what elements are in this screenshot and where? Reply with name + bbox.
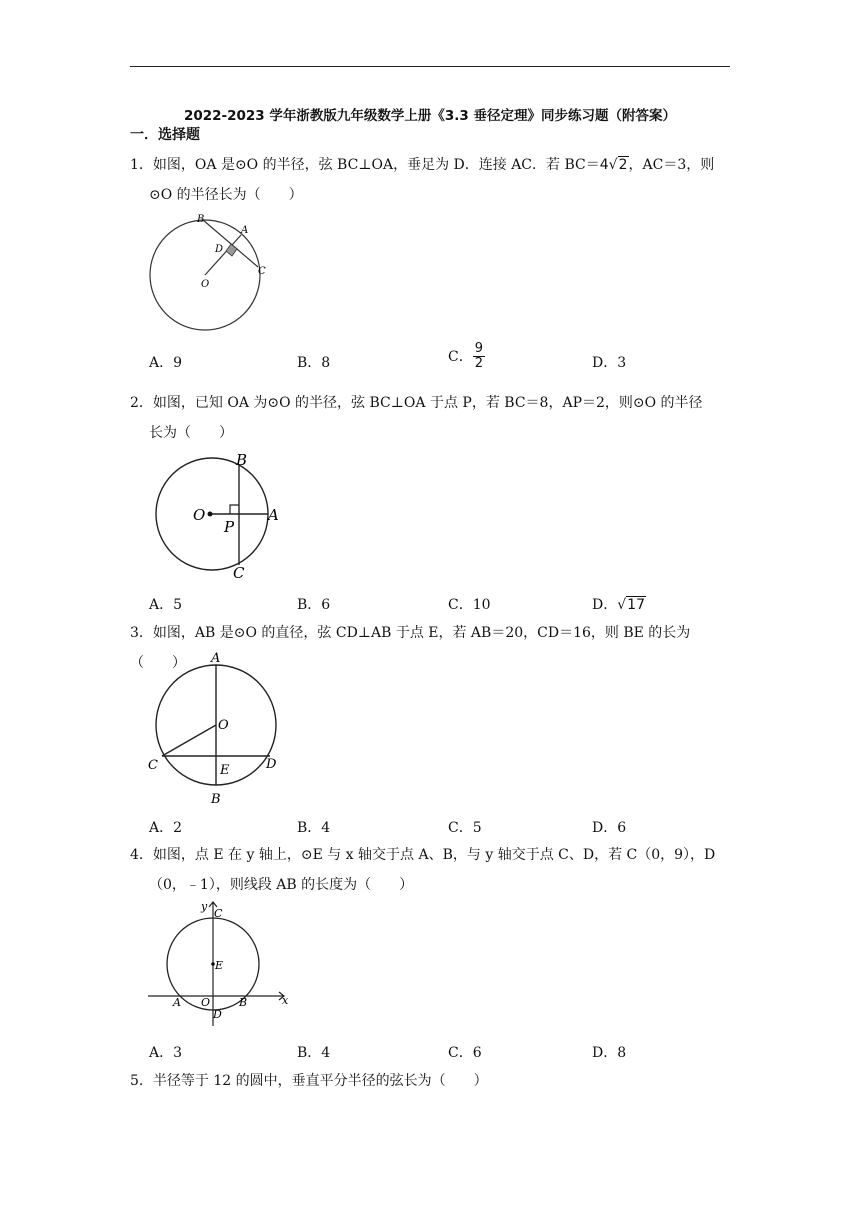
q1-label-d: D — [215, 244, 224, 255]
sqrt-expression: 4√2 — [599, 157, 628, 173]
question-2-line2: 长为（ ） — [149, 425, 233, 441]
q4-label-a: A — [173, 996, 181, 1009]
q4-label-x: x — [282, 994, 289, 1007]
q3-label-a: A — [211, 651, 221, 666]
question-4-line1: 4．如图，点 E 在 y 轴上，⊙E 与 x 轴交于点 A、B，与 y 轴交于点 C、D，若 C（0，9），D — [130, 847, 716, 863]
q2-label-c: C — [233, 564, 245, 582]
q1-radius-oa — [205, 235, 241, 275]
q3-label-c: C — [148, 758, 158, 773]
sqrt-radicand: 2 — [618, 157, 628, 173]
q2-label-a: A — [268, 506, 279, 524]
q2-center-point — [208, 512, 213, 517]
q1-right-angle-mark — [226, 244, 237, 256]
q3-label-o: O — [218, 718, 229, 733]
q2-right-angle-mark — [230, 505, 239, 514]
question-1-line2: ⊙O 的半径长为（ ） — [149, 187, 303, 203]
q4-label-o: O — [201, 996, 211, 1009]
q2-option-b[interactable]: B．6 — [297, 597, 331, 613]
q1-option-d[interactable]: D．3 — [592, 355, 627, 371]
q3-label-e: E — [220, 763, 230, 778]
q4-label-y: y — [201, 900, 208, 913]
q4-option-d[interactable]: D．8 — [592, 1045, 627, 1061]
sqrt-expression: √17 — [617, 597, 645, 613]
q1-option-a[interactable]: A．9 — [149, 355, 183, 371]
fraction — [473, 342, 485, 371]
q4-option-a[interactable]: A．3 — [149, 1045, 183, 1061]
q1-label-o: O — [201, 279, 210, 290]
question-2 — [130, 388, 734, 448]
q2-option-c[interactable]: C．10 — [448, 597, 491, 613]
q2-options — [149, 594, 749, 618]
q2-label-p: P — [224, 518, 235, 536]
q1-text: 1．如图，OA 是⊙O 的半径，弦 BC⊥OA，垂足为 D．连接 AC．若 BC＝ — [130, 157, 600, 173]
q2-label-o: O — [193, 506, 206, 524]
fraction-denominator: 2 — [474, 356, 483, 371]
question-4 — [130, 840, 734, 900]
question-1-line1 — [130, 150, 734, 180]
figure-q2 — [150, 448, 290, 583]
figure-q3 — [144, 646, 284, 808]
q2-option-a[interactable]: A．5 — [149, 597, 183, 613]
q1-option-b[interactable]: B．8 — [297, 355, 331, 371]
question-1 — [130, 150, 734, 210]
q4-label-d: D — [213, 1008, 222, 1021]
q4-label-c: C — [214, 907, 223, 920]
header-rule — [130, 66, 730, 67]
question-4-line2: （0，﹣1），则线段 AB 的长度为（ ） — [149, 877, 414, 893]
q1-option-c-prefix: C． — [448, 348, 473, 365]
question-2-line1: 2．如图，已知 OA 为⊙O 的半径，弦 BC⊥OA 于点 P，若 BC＝8，AP＝2，则⊙O 的半径 — [130, 395, 703, 411]
question-3-line1: 3．如图，AB 是⊙O 的直径，弦 CD⊥AB 于点 E，若 AB＝20，CD＝16，则 BE 的长为（ ） — [130, 625, 691, 671]
q1-label-a: A — [241, 225, 249, 236]
sqrt-coef: 4 — [599, 157, 609, 173]
q3-option-c[interactable]: C．5 — [448, 820, 482, 836]
q3-option-b[interactable]: B．4 — [297, 820, 331, 836]
q4-option-b[interactable]: B．4 — [297, 1045, 331, 1061]
sqrt-radicand: 17 — [627, 597, 645, 613]
q2-option-d[interactable] — [592, 594, 646, 614]
q1-label-b: B — [197, 214, 205, 225]
q3-options — [149, 817, 749, 841]
q2-option-d-prefix: D． — [592, 597, 618, 613]
figure-q4 — [144, 898, 294, 1032]
question-5-line1: 5．半径等于 12 的圆中，垂直平分半径的弦长为（ ） — [130, 1073, 488, 1089]
question-5 — [130, 1066, 734, 1096]
figure-q1 — [148, 212, 278, 334]
q4-label-e: E — [215, 959, 224, 972]
q1-options — [149, 341, 749, 376]
q4-option-c[interactable]: C．6 — [448, 1045, 482, 1061]
section-heading: 一．选择题 — [130, 127, 200, 143]
fraction-numerator: 9 — [474, 341, 483, 356]
q4-options — [149, 1042, 749, 1066]
q3-label-d: D — [266, 757, 277, 772]
q3-label-b: B — [211, 792, 221, 807]
q2-label-b: B — [236, 451, 248, 469]
q3-segment-oc — [162, 725, 216, 756]
q1-text-end: ，AC＝3，则 — [628, 157, 715, 173]
q3-option-d[interactable]: D．6 — [592, 820, 627, 836]
q1-option-c[interactable] — [448, 342, 485, 371]
page-title: 2022-2023 学年浙教版九年级数学上册《3.3 垂径定理》同步练习题（附答案） — [183, 108, 677, 124]
q4-label-b: B — [239, 996, 248, 1009]
q3-option-a[interactable]: A．2 — [149, 820, 183, 836]
q1-label-c: C — [258, 266, 266, 277]
